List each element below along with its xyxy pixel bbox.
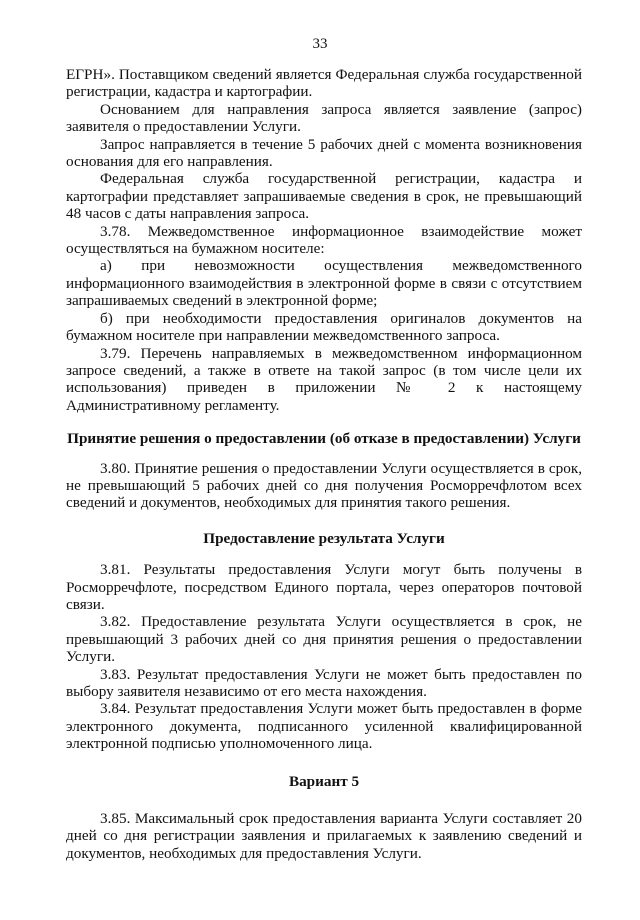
paragraph: 3.81. Результаты предоставления Услуги могут быть получены в Росморречфлоте, посредством Единого портала, через операторов почтовой связи. (66, 561, 582, 613)
paragraph: 3.83. Результат предоставления Услуги не может быть предоставлен по выбору заявителя независимо от его места нахождения. (66, 665, 582, 700)
paragraph: Запрос направляется в течение 5 рабочих дней с момента возникновения основания для его направления. (66, 135, 582, 171)
paragraph: а) при невозможности осуществления межведомственного информационного взаимодействия в электронной форме в связи с отсутствием запрашиваемых сведений в электронной форме; (66, 257, 582, 310)
paragraph: 3.78. Межведомственное информационное взаимодействие может осуществляться на бумажном носителе: (66, 222, 582, 258)
paragraph: б) при необходимости предоставления оригиналов документов на бумажном носителе при направлении межведомственного запроса. (66, 309, 582, 345)
document-body (66, 66, 582, 862)
section-result (66, 561, 582, 752)
paragraph: 3.82. Предоставление результата Услуги осуществляется в срок, не превышающий 3 рабочих дней со дня принятия решения о предоставлении Услуги. (66, 613, 582, 666)
paragraph: 3.85. Максимальный срок предоставления варианта Услуги составляет 20 дней со дня регистрации заявления и прилагаемых к заявлению сведений и документов, необходимых для предоставления Услуги. (66, 810, 582, 862)
section-heading-decision: Принятие решения о предоставлении (об отказе в предоставлении) Услуги (67, 430, 581, 448)
paragraph: Основанием для направления запроса является заявление (запрос) заявителя о предоставлении Услуги. (66, 100, 582, 136)
section-heading-variant-5: Вариант 5 (288, 772, 360, 790)
section-heading-result: Предоставление результата Услуги (203, 529, 445, 547)
paragraph: 3.84. Результат предоставления Услуги может быть предоставлен в форме электронного документа, подписанного усиленной квалифицированной электронной подписью уполномоченного лица. (66, 700, 582, 753)
section-variant-5 (66, 810, 582, 862)
page-number: 33 (312, 36, 328, 52)
section-decision (66, 460, 582, 512)
section-top (66, 66, 582, 414)
paragraph: 3.79. Перечень направляемых в межведомственном информационном запросе сведений, а также в ответе на такой запрос (в том числе цели их использования) приведен в приложении № 2 к настоящему Административному регламенту. (66, 344, 582, 414)
paragraph: 3.80. Принятие решения о предоставлении Услуги осуществляется в срок, не превышающий 5 рабочих дней со дня получения Росморречфлотом всех сведений и документов, необходимых для принятия такого решения. (66, 459, 582, 512)
paragraph: ЕГРН». Поставщиком сведений является Федеральная служба государственной регистрации, кадастра и картографии. (66, 66, 582, 101)
paragraph: Федеральная служба государственной регистрации, кадастра и картографии представляет запрашиваемые сведения в срок, не превышающий 48 часов с даты направления запроса. (66, 170, 582, 223)
